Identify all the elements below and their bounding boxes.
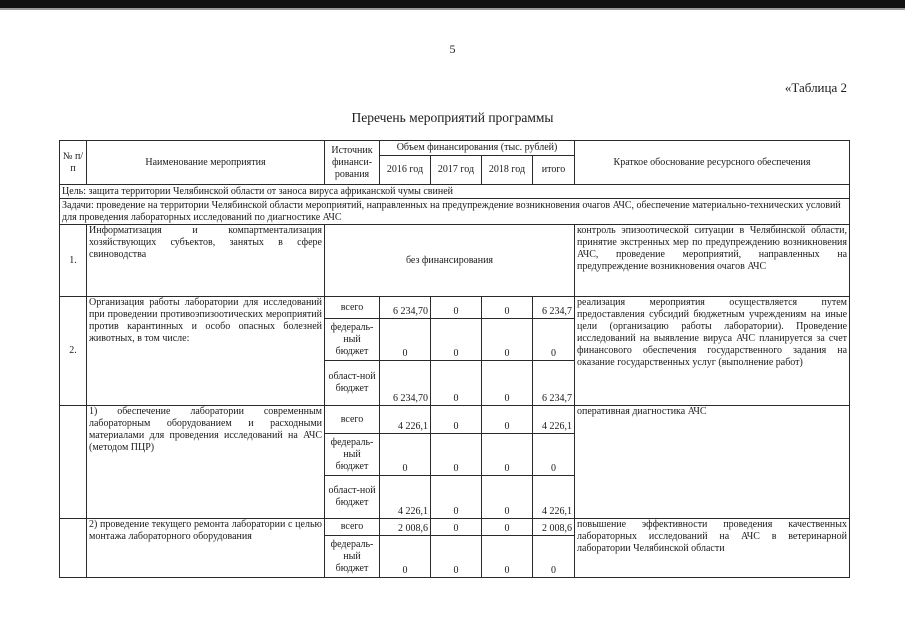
value-total: 2 008,6 bbox=[533, 519, 575, 536]
funding-source: федераль-ный бюджет bbox=[325, 536, 380, 578]
justification-text: повышение эффективности проведения качественных лабораторных исследований на АЧС в ветеринарной лаборатории Челябинской области bbox=[575, 519, 850, 578]
funding-source: област-ной бюджет bbox=[325, 361, 380, 406]
value-total: 6 234,7 bbox=[533, 361, 575, 406]
table-caption: «Таблица 2 bbox=[784, 80, 847, 95]
value-2018: 0 bbox=[482, 476, 533, 519]
measure-name: 2) проведение текущего ремонта лаборатории с целью монтажа лабораторного оборудования bbox=[87, 519, 325, 578]
task-row bbox=[60, 199, 850, 225]
row-number bbox=[60, 406, 87, 519]
header-funding: Объем финансирования (тыс. рублей) bbox=[380, 141, 575, 156]
value-total: 0 bbox=[533, 434, 575, 476]
goal-text: Цель: защита территории Челябинской области от заноса вируса африканской чумы свиней bbox=[60, 185, 850, 199]
value-2016: 4 226,1 bbox=[380, 406, 431, 434]
header-name: Наименование мероприятия bbox=[87, 141, 325, 185]
table-row bbox=[60, 519, 850, 536]
value-2018: 0 bbox=[482, 434, 533, 476]
value-2017: 0 bbox=[431, 519, 482, 536]
value-2017: 0 bbox=[431, 319, 482, 361]
header-year-2018: 2018 год bbox=[482, 156, 533, 185]
table-row bbox=[60, 406, 850, 434]
scan-top-edge bbox=[0, 8, 905, 10]
value-2017: 0 bbox=[431, 297, 482, 319]
measure-name: Информатизация и компартментализация хозяйствующих субъектов, занятых в сфере свиноводства bbox=[87, 225, 325, 297]
goal-row bbox=[60, 185, 850, 199]
header-year-2017: 2017 год bbox=[431, 156, 482, 185]
funding-source: всего bbox=[325, 406, 380, 434]
measures-table bbox=[59, 140, 850, 578]
value-total: 0 bbox=[533, 319, 575, 361]
justification-text: контроль эпизоотической ситуации в Челябинской области, принятие экстренных мер по предупреждению возникновения АЧС, проведение мероприятий, направленных на предупреждение возникновения очагов АЧС bbox=[575, 225, 850, 297]
header-justification: Краткое обоснование ресурсного обеспечения bbox=[575, 141, 850, 185]
header-year-2016: 2016 год bbox=[380, 156, 431, 185]
value-2016: 6 234,70 bbox=[380, 297, 431, 319]
value-total: 6 234,7 bbox=[533, 297, 575, 319]
funding-source: всего bbox=[325, 297, 380, 319]
header-num: № п/п bbox=[60, 141, 87, 185]
funding-note: без финансирования bbox=[325, 225, 575, 297]
measure-name: Организация работы лаборатории для исследований при проведении противоэпизоотических мероприятий против карантинных и особо опасных болезней животных, в том числе: bbox=[87, 297, 325, 406]
justification-text: оперативная диагностика АЧС bbox=[575, 406, 850, 519]
scan-top-border bbox=[0, 0, 905, 8]
value-2017: 0 bbox=[431, 536, 482, 578]
header-source: Источник финанси-рования bbox=[325, 141, 380, 185]
header-total: итого bbox=[533, 156, 575, 185]
value-2018: 0 bbox=[482, 319, 533, 361]
value-2016: 0 bbox=[380, 434, 431, 476]
measure-name: 1) обеспечение лаборатории современным лабораторным оборудованием и расходными материалами для проведения исследований на АЧС (методом ПЦР) bbox=[87, 406, 325, 519]
value-2018: 0 bbox=[482, 361, 533, 406]
row-number: 2. bbox=[60, 297, 87, 406]
header-row-1 bbox=[60, 141, 850, 156]
funding-source: област-ной бюджет bbox=[325, 476, 380, 519]
funding-source: федераль-ный бюджет bbox=[325, 319, 380, 361]
value-2016: 6 234,70 bbox=[380, 361, 431, 406]
justification-text: реализация мероприятия осуществляется путем предоставления субсидий бюджетным учреждениям на иные цели (организацию работы лаборатории). Проведение исследований на выявление вируса АЧС планируется за счет финансового обеспечения государственного задания на оказание государственных услуг (выполнение работ) bbox=[575, 297, 850, 406]
funding-source: федераль-ный бюджет bbox=[325, 434, 380, 476]
task-text: Задачи: проведение на территории Челябинской области мероприятий, направленных на предупреждение возникновения очагов АЧС, обеспечение материально-технических условий для проведения лабораторных исследований по диагностике АЧС bbox=[60, 199, 850, 225]
row-number bbox=[60, 519, 87, 578]
value-total: 4 226,1 bbox=[533, 406, 575, 434]
value-2016: 2 008,6 bbox=[380, 519, 431, 536]
value-2017: 0 bbox=[431, 406, 482, 434]
value-2017: 0 bbox=[431, 434, 482, 476]
funding-source: всего bbox=[325, 519, 380, 536]
row-number: 1. bbox=[60, 225, 87, 297]
value-2016: 4 226,1 bbox=[380, 476, 431, 519]
value-2018: 0 bbox=[482, 519, 533, 536]
page-number: 5 bbox=[449, 42, 456, 56]
value-2017: 0 bbox=[431, 476, 482, 519]
table-row bbox=[60, 297, 850, 319]
value-2018: 0 bbox=[482, 297, 533, 319]
value-2016: 0 bbox=[380, 536, 431, 578]
value-2016: 0 bbox=[380, 319, 431, 361]
value-2018: 0 bbox=[482, 406, 533, 434]
value-2017: 0 bbox=[431, 361, 482, 406]
document-title: Перечень мероприятий программы bbox=[351, 110, 554, 125]
value-total: 4 226,1 bbox=[533, 476, 575, 519]
table-row bbox=[60, 225, 850, 297]
value-2018: 0 bbox=[482, 536, 533, 578]
value-total: 0 bbox=[533, 536, 575, 578]
